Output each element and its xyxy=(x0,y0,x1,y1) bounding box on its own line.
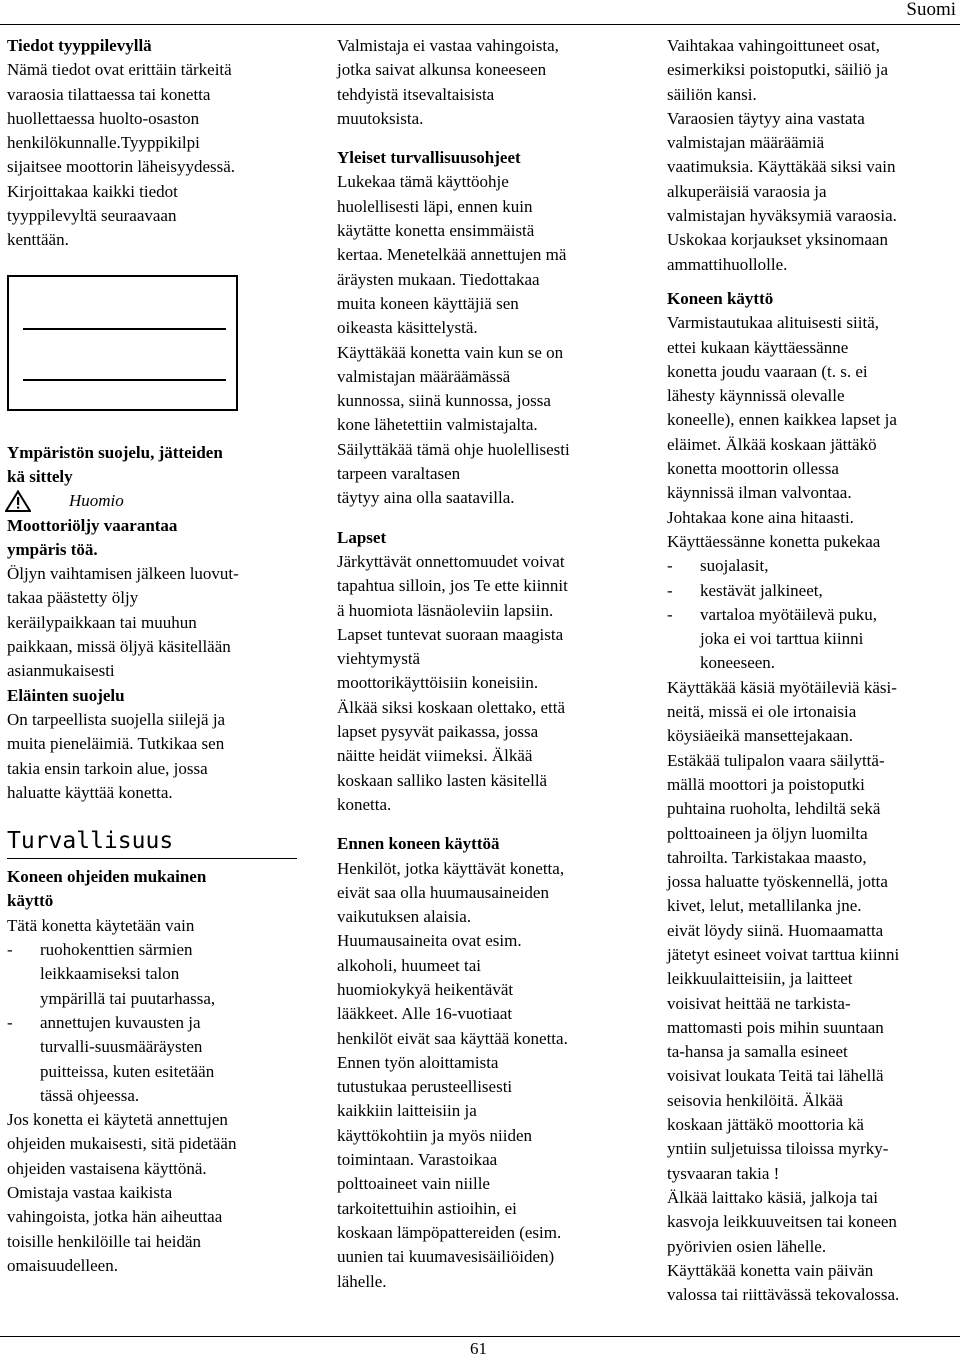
text-line: ä huomiota läsnäoleviin lapsiin. xyxy=(337,600,554,620)
text-line: mällä moottori ja poistoputki xyxy=(667,774,865,794)
list-dash: - xyxy=(7,1012,13,1032)
text-line: tarpeen varaltasen xyxy=(337,464,461,484)
text-line: kestävät jalkineet, xyxy=(700,580,823,600)
text-line: kunnossa, siinä kunnossa, jossa xyxy=(337,391,551,411)
text-line: kenttään. xyxy=(7,230,69,250)
text-line: Estäkää tulipalon vaara säilyttä- xyxy=(667,750,885,770)
text-line: uunien tai kuumavesisäiliöiden) xyxy=(337,1247,555,1267)
text-line: keräilypaikkaan tai muuhun xyxy=(7,612,197,632)
type-plate-form xyxy=(7,275,238,411)
text-line: ohjeiden mukaisesti, sitä pidetään xyxy=(7,1134,237,1154)
text-line: Käyttäkää käsiä myötäileviä käsi- xyxy=(667,677,897,697)
text-line: omaisuudelleen. xyxy=(7,1255,118,1275)
text-line: tyyppilevyltä seuraavaan xyxy=(7,206,177,226)
paragraph-type-plate xyxy=(7,58,297,252)
text-line: vaatimuksia. Käyttäkää siksi vain xyxy=(667,157,896,177)
text-line: valmistajan määräämiä xyxy=(667,133,825,153)
text-line: Öljyn vaihtamisen jälkeen luovut- xyxy=(7,564,239,584)
list-protective-gear xyxy=(667,554,957,675)
heading-general-safety: Yleiset turvallisuusohjeet xyxy=(337,148,521,168)
text-line: huollettaessa huolto-osaston xyxy=(7,108,200,128)
text-line: voisivat loukata Teitä tai lähellä xyxy=(667,1066,884,1086)
paragraph-animal-protection xyxy=(7,708,297,805)
text-line: jossa haluatte työskennellä, jotta xyxy=(667,872,888,892)
paragraph-intended-use-intro: Tätä konetta käytetään vain xyxy=(7,915,195,935)
text-line: eivät saa olla huumausaineiden xyxy=(337,882,549,902)
text-line: mattomasti pois mihin suuntaan xyxy=(667,1017,884,1037)
text-line: takaa päästetty öljy xyxy=(7,588,139,608)
heading-animal-protection: Eläinten suojelu xyxy=(7,685,125,705)
text-line: joka ei voi tarttua kiinni xyxy=(700,629,864,649)
text-line: annettujen kuvausten ja xyxy=(40,1012,201,1032)
text-line: Järkyttävät onnettomuudet voivat xyxy=(337,551,565,571)
list-item xyxy=(667,554,957,578)
text-line: Nämä tiedot ovat erittäin tärkeitä xyxy=(7,60,232,80)
text-line: tysvaaran takia ! xyxy=(667,1163,780,1183)
page-number: 61 xyxy=(470,1339,487,1358)
text-line: Varaosien täytyy aina vastata xyxy=(667,108,865,128)
text-line: lapset pysyvät paikassa, jossa xyxy=(337,722,539,742)
text-line: On tarpeellista suojella siilejä ja xyxy=(7,709,226,729)
text-line: konetta joudu vaaraan (t. s. ei xyxy=(667,361,868,381)
text-line: koskaan lämpöpattereiden (esim. xyxy=(337,1222,562,1242)
list-item xyxy=(7,1011,297,1108)
paragraph-manufacturer xyxy=(337,34,637,131)
text-line: koskaan salliko lasten käsitellä xyxy=(337,770,548,790)
text-line: kasvoja leikkuuveitsen tai koneen xyxy=(667,1212,897,1232)
text-line: Säilyttäkää tämä ohje huolellisesti xyxy=(337,439,570,459)
text-line: vartaloa myötäilevä puku, xyxy=(700,604,878,624)
text-line: eivät löydy siinä. Huomaamatta xyxy=(667,920,884,940)
text-line: henkilökunnalle.Tyyppikilpi xyxy=(7,133,200,153)
paragraph-motor-oil xyxy=(7,562,297,683)
paragraph-machine-use-end xyxy=(667,676,957,1308)
text-line: moottorikäyttöisiin koneisiin. xyxy=(337,673,539,693)
text-line: kä sittely xyxy=(7,466,73,486)
text-line: valmistajan määräämässä xyxy=(337,366,511,386)
text-line: vaikutuksen alaisia. xyxy=(337,907,472,927)
text-line: Käyttäkää konetta vain kun se on xyxy=(337,342,564,362)
type-plate-line-2 xyxy=(23,379,226,381)
text-line: ympäris töä. xyxy=(7,539,98,559)
text-line: takia ensin tarkoin alue, jossa xyxy=(7,758,208,778)
text-line: valmistajan hyväksymiä varaosia. xyxy=(667,206,897,226)
text-line: puhtaina ruoholta, lehdiltä sekä xyxy=(667,799,881,819)
text-line: lääkkeet. Alle 16-vuotiaat xyxy=(337,1004,513,1024)
text-line: vahingoista, jotka hän aiheuttaa xyxy=(7,1207,223,1227)
text-line: Lukekaa tämä käyttöohje xyxy=(337,172,509,192)
text-line: pyörivien osien lähelle. xyxy=(667,1236,827,1256)
text-line: Varmistautukaa alituisesti siitä, xyxy=(667,313,879,333)
text-line: voisivat heittää ne tarkista- xyxy=(667,993,851,1013)
text-line: jotka saivat alkunsa koneeseen xyxy=(337,60,547,80)
text-line: toisille henkilöille tai heidän xyxy=(7,1231,202,1251)
text-line: konetta. xyxy=(337,794,392,814)
text-line: tehdyistä itsevaltaisista xyxy=(337,84,495,104)
text-line: polttoaineen ja öljyn luomilta xyxy=(667,823,868,843)
text-line: henkilöt eivät saa käyttää konetta. xyxy=(337,1028,568,1048)
text-line: alkoholi, huumeet tai xyxy=(337,955,481,975)
text-line: jätetyt esineet voivat tarttua kiinni xyxy=(667,944,900,964)
text-line: säiliön kansi. xyxy=(667,84,757,104)
text-line: ohjeiden vastaisena käyttönä. xyxy=(7,1158,207,1178)
heading-type-plate: Tiedot tyyppilevyllä xyxy=(7,36,152,55)
text-line: käyttökohtiin ja myös niiden xyxy=(337,1125,533,1145)
list-dash: - xyxy=(667,604,673,624)
list-intended-use xyxy=(7,938,297,1108)
text-line: huolellisesti läpi, ennen kuin xyxy=(337,196,533,216)
column-1 xyxy=(7,34,297,1278)
text-line: lähesty käynnissä olevalle xyxy=(667,386,845,406)
text-line: Älkää laittako käsiä, jalkoja tai xyxy=(667,1187,879,1207)
text-line: ammattihuollolle. xyxy=(667,254,788,274)
text-line: muita koneen käyttäjiä sen xyxy=(337,293,519,313)
text-line: käynnissä ilman valvontaa. xyxy=(667,483,852,503)
text-line: tahroilta. Tarkistakaa maasto, xyxy=(667,847,867,867)
text-line: Johtakaa kone aina hitaasti. xyxy=(667,507,854,527)
heading-before-use: Ennen koneen käyttöä xyxy=(337,834,500,854)
list-item xyxy=(667,579,957,603)
text-line: Kirjoittakaa kaikki tiedot xyxy=(7,181,178,201)
warning-row xyxy=(7,489,297,513)
text-line: tapahtua silloin, jos Te ette kiinnit xyxy=(337,576,568,596)
heading-children: Lapset xyxy=(337,527,387,547)
list-dash: - xyxy=(7,940,13,960)
text-line: Ennen työn aloittamista xyxy=(337,1052,499,1072)
text-line: köysiäeikä mansettejakaan. xyxy=(667,726,853,746)
text-line: ta-hansa ja samalla esineet xyxy=(667,1042,848,1062)
text-line: koneeseen. xyxy=(700,653,776,673)
text-line: yntiin suljetuissa tiloissa myrky- xyxy=(667,1139,889,1159)
text-line: Älkää siksi koskaan olettako, että xyxy=(337,697,566,717)
text-line: Käyttäessänne konetta pukekaa xyxy=(667,531,881,551)
text-line: muutoksista. xyxy=(337,108,424,128)
text-line: Vaihtakaa vahingoittuneet osat, xyxy=(667,36,880,55)
text-line: puitteissa, kuten esitetään xyxy=(40,1061,215,1081)
text-line: koneelle), ennen kaikkea lapset ja xyxy=(667,410,897,430)
text-line: tarkoitettuihin astioihin, ei xyxy=(337,1198,517,1218)
text-line: paikkaan, missä öljyä käsitellään xyxy=(7,637,231,657)
warning-label: Huomio xyxy=(69,491,124,511)
text-line: suojalasit, xyxy=(700,556,769,576)
section-title-safety: Turvallisuus xyxy=(7,826,297,859)
text-line: näitte heidät viimeksi. Älkää xyxy=(337,746,533,766)
text-line: äräysten mukaan. Tiedottakaa xyxy=(337,269,540,289)
text-line: Moottoriöljy vaarantaa xyxy=(7,515,178,535)
text-line: toimintaan. Varastoikaa xyxy=(337,1150,498,1170)
warning-icon xyxy=(5,490,31,512)
text-line: ruohokenttien särmien xyxy=(40,940,193,960)
paragraph-machine-use xyxy=(667,311,957,554)
text-line: turvalli-suusmääräysten xyxy=(40,1037,203,1057)
paragraph-children xyxy=(337,550,637,817)
text-line: Omistaja vastaa kaikista xyxy=(7,1182,173,1202)
text-line: leikkuulaitteisiin, ja laitteet xyxy=(667,969,853,989)
text-line: neitä, missä ei ole irtonaisia xyxy=(667,702,857,722)
text-line: huomiokykyä heikentävät xyxy=(337,979,514,999)
text-line: viehtymystä xyxy=(337,649,421,669)
text-line: muita pieneläimiä. Tutkikaa sen xyxy=(7,734,225,754)
text-line: Huumausaineita ovat esim. xyxy=(337,931,522,951)
text-line: ympärillä tai puutarhassa, xyxy=(40,988,216,1008)
text-line: täytyy aina olla saatavilla. xyxy=(337,488,515,508)
text-line: sijaitsee moottorin läheisyydessä. xyxy=(7,157,236,177)
paragraph-intended-use-end xyxy=(7,1108,297,1278)
text-line: käyttö xyxy=(7,891,54,911)
text-line: polttoaineet vain niille xyxy=(337,1174,490,1194)
text-line: kaikkiin laitteisiin ja xyxy=(337,1101,477,1121)
text-line: ettei kukaan käyttäessänne xyxy=(667,337,849,357)
type-plate-line-1 xyxy=(23,328,226,330)
text-line: seisovia henkilöitä. Älkää xyxy=(667,1090,844,1110)
language-label: Suomi xyxy=(906,0,956,20)
text-line: lähelle. xyxy=(337,1271,387,1291)
text-line: eläimet. Älkää koskaan jättäkö xyxy=(667,434,877,454)
text-line: kone lähetettiin valmistajalta. xyxy=(337,415,538,435)
text-line: kertaa. Menetelkää annettujen mä xyxy=(337,245,567,265)
text-line: leikkaamiseksi talon xyxy=(40,964,180,984)
heading-intended-use xyxy=(7,865,297,914)
paragraph-before-use xyxy=(337,857,637,1294)
text-line: Käyttäkää konetta vain päivän xyxy=(667,1260,874,1280)
text-line: kivet, lelut, metallilanka jne. xyxy=(667,896,862,916)
text-line: Valmistaja ei vastaa vahingoista, xyxy=(337,36,559,55)
list-dash: - xyxy=(667,580,673,600)
column-2 xyxy=(337,34,637,1294)
text-line: Uskokaa korjaukset yksinomaan xyxy=(667,230,888,250)
header-rule xyxy=(0,24,960,25)
heading-machine-use: Koneen käyttö xyxy=(667,288,774,308)
text-line: koskaan jättäkö moottoria kä xyxy=(667,1115,864,1135)
text-line: Lapset tuntevat suoraan maagista xyxy=(337,624,564,644)
text-line: Jos konetta ei käytetä annettujen xyxy=(7,1110,228,1130)
text-line: valossa tai riittävässä tekovalossa. xyxy=(667,1285,900,1305)
text-line: konetta moottorin ollessa xyxy=(667,459,839,479)
list-dash: - xyxy=(667,556,673,576)
column-3 xyxy=(667,34,957,1307)
text-line: oikeasta käsittelystä. xyxy=(337,318,478,338)
text-line: Koneen ohjeiden mukainen xyxy=(7,867,207,887)
paragraph-spare-parts xyxy=(667,34,957,277)
text-line: käytätte konetta ensimmäistä xyxy=(337,221,535,241)
list-item xyxy=(7,938,297,1011)
text-line: alkuperäisiä varaosia ja xyxy=(667,181,827,201)
heading-environment xyxy=(7,441,297,490)
text-line: varaosia tilattaessa tai konetta xyxy=(7,84,211,104)
heading-motor-oil xyxy=(7,514,297,563)
text-line: Henkilöt, jotka käyttävät konetta, xyxy=(337,858,565,878)
text-line: tutustukaa perusteellisesti xyxy=(337,1077,513,1097)
paragraph-general-safety xyxy=(337,170,637,510)
text-line: asianmukaisesti xyxy=(7,661,115,681)
text-line: tässä ohjeessa. xyxy=(40,1085,140,1105)
text-line: haluatte käyttää konetta. xyxy=(7,782,173,802)
list-item xyxy=(667,603,957,676)
text-line: Ympäristön suojelu, jätteiden xyxy=(7,442,223,462)
text-line: esimerkiksi poistoputki, säiliö ja xyxy=(667,60,888,80)
